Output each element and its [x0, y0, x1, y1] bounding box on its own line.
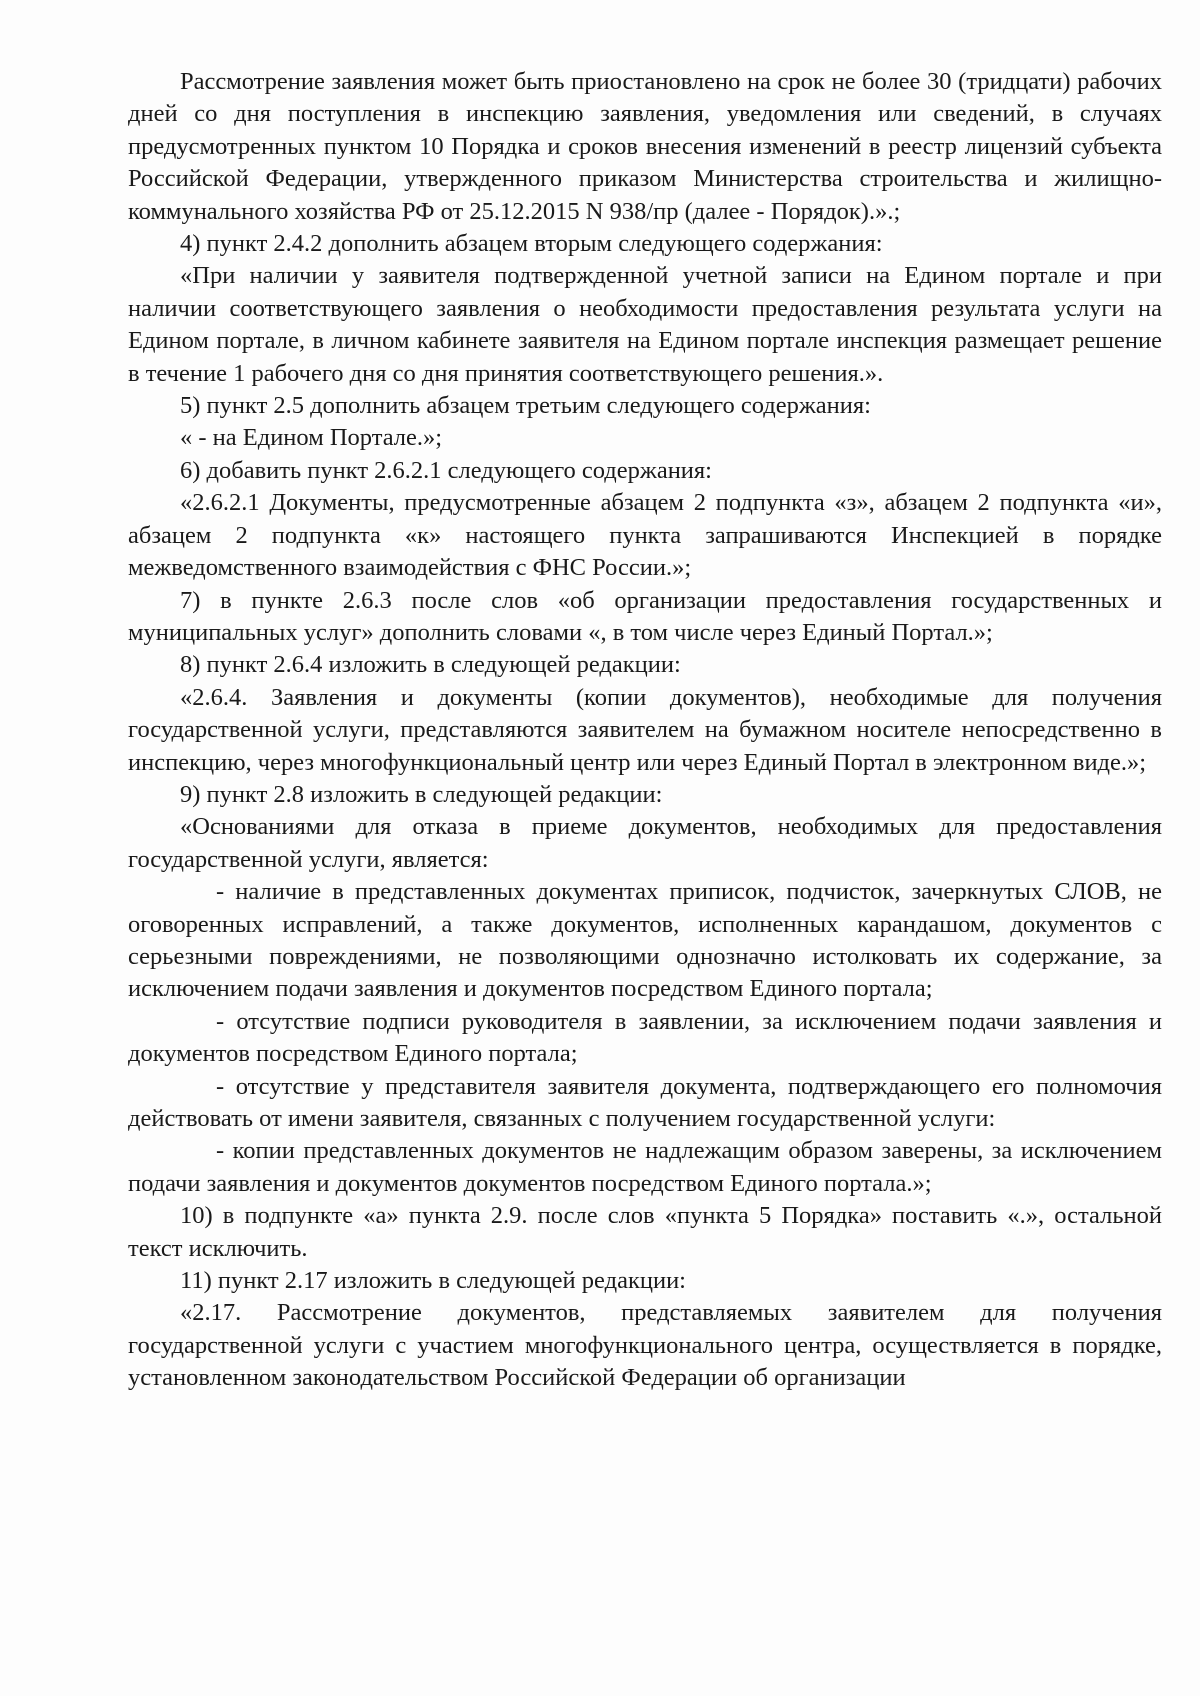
paragraph-item-8-quote: «2.6.4. Заявления и документы (копии документов), необходимые для получения государственной услуги, представляются заявителем на бумажном носителе непосредственно в инспекцию, через многофункциональный центр или через Единый Портал в электронном виде.»; [128, 683, 1162, 776]
paragraph-item-10: 10) в подпункте «а» пункта 2.9. после слов «пункта 5 Порядка» поставить «.», остальной текст исключить. [128, 1202, 1162, 1262]
paragraph-item-4: 4) пункт 2.4.2 дополнить абзацем вторым следующего содержания: [180, 230, 883, 258]
list-item-dash: - наличие в представленных документах приписок, подчисток, зачеркнутых СЛОВ, не оговоренных исправлений, а также документов, исполненных карандашом, документов с серьезными повреждениями, не позволяющими однозначно истолковать их содержание, за исключением подачи заявления и документов посредством Единого портала; [128, 878, 1162, 1003]
paragraph-item-8: 8) пункт 2.6.4 изложить в следующей редакции: [180, 651, 681, 679]
paragraph-item-11: 11) пункт 2.17 изложить в следующей редакции: [180, 1267, 686, 1295]
paragraph-item-9-quote: «Основаниями для отказа в приеме документов, необходимых для предоставления государственной услуги, является: [128, 813, 1162, 873]
paragraph-item-5: 5) пункт 2.5 дополнить абзацем третьим следующего содержания: [180, 392, 871, 420]
list-item-dash: - отсутствие у представителя заявителя документа, подтверждающего его полномочия действовать от имени заявителя, связанных с получением государственной услуги: [128, 1072, 1162, 1132]
paragraph-item-9: 9) пункт 2.8 изложить в следующей редакции: [180, 780, 663, 808]
paragraph-item-5-quote: « - на Едином Портале.»; [180, 424, 443, 452]
list-item-dash: - отсутствие подписи руководителя в заявлении, за исключением подачи заявления и документов посредством Единого портала; [128, 1007, 1162, 1068]
paragraph-item-11-quote: «2.17. Рассмотрение документов, представляемых заявителем для получения государственной услуги с участием многофункционального центра, осуществляется в порядке, установленном законодательством Российской Федерации об организации [128, 1299, 1162, 1392]
paragraph-item-4-quote: «При наличии у заявителя подтвержденной учетной записи на Едином портале и при наличии соответствующего заявления о необходимости предоставления результата услуги на Едином портале, в личном кабинете заявителя на Едином портале инспекция размещает решение в течение 1 рабочего дня со дня принятия соответствующего решения.». [128, 262, 1162, 387]
list-item-dash: - копии представленных документов не надлежащим образом заверены, за исключением подачи заявления и документов документов посредством Единого портала.»; [128, 1137, 1162, 1197]
document-body [128, 66, 1162, 1395]
paragraph-item-6-quote: «2.6.2.1 Документы, предусмотренные абзацем 2 подпункта «з», абзацем 2 подпункта «и», абзацем 2 подпункта «к» настоящего пункта запрашиваются Инспекцией в порядке межведомственного взаимодействия с ФНС России.»; [128, 489, 1162, 582]
paragraph-item-7: 7) в пункте 2.6.3 после слов «об организации предоставления государственных и муниципальных услуг» дополнить словами «, в том числе через Единый Портал.»; [128, 586, 1162, 646]
paragraph-item-6: 6) добавить пункт 2.6.2.1 следующего содержания: [180, 456, 712, 484]
paragraph-suspension: Рассмотрение заявления может быть приостановлено на срок не более 30 (тридцати) рабочих дней со дня поступления в инспекцию заявления, уведомления или сведений, в случаях предусмотренных пунктом 10 Порядка и сроков внесения изменений в реестр лицензий субъекта Российской Федерации, утвержденного приказом Министерства строительства и жилищно-коммунального хозяйства РФ от 25.12.2015 N 938/пр (далее - Порядок).».; [128, 68, 1162, 225]
